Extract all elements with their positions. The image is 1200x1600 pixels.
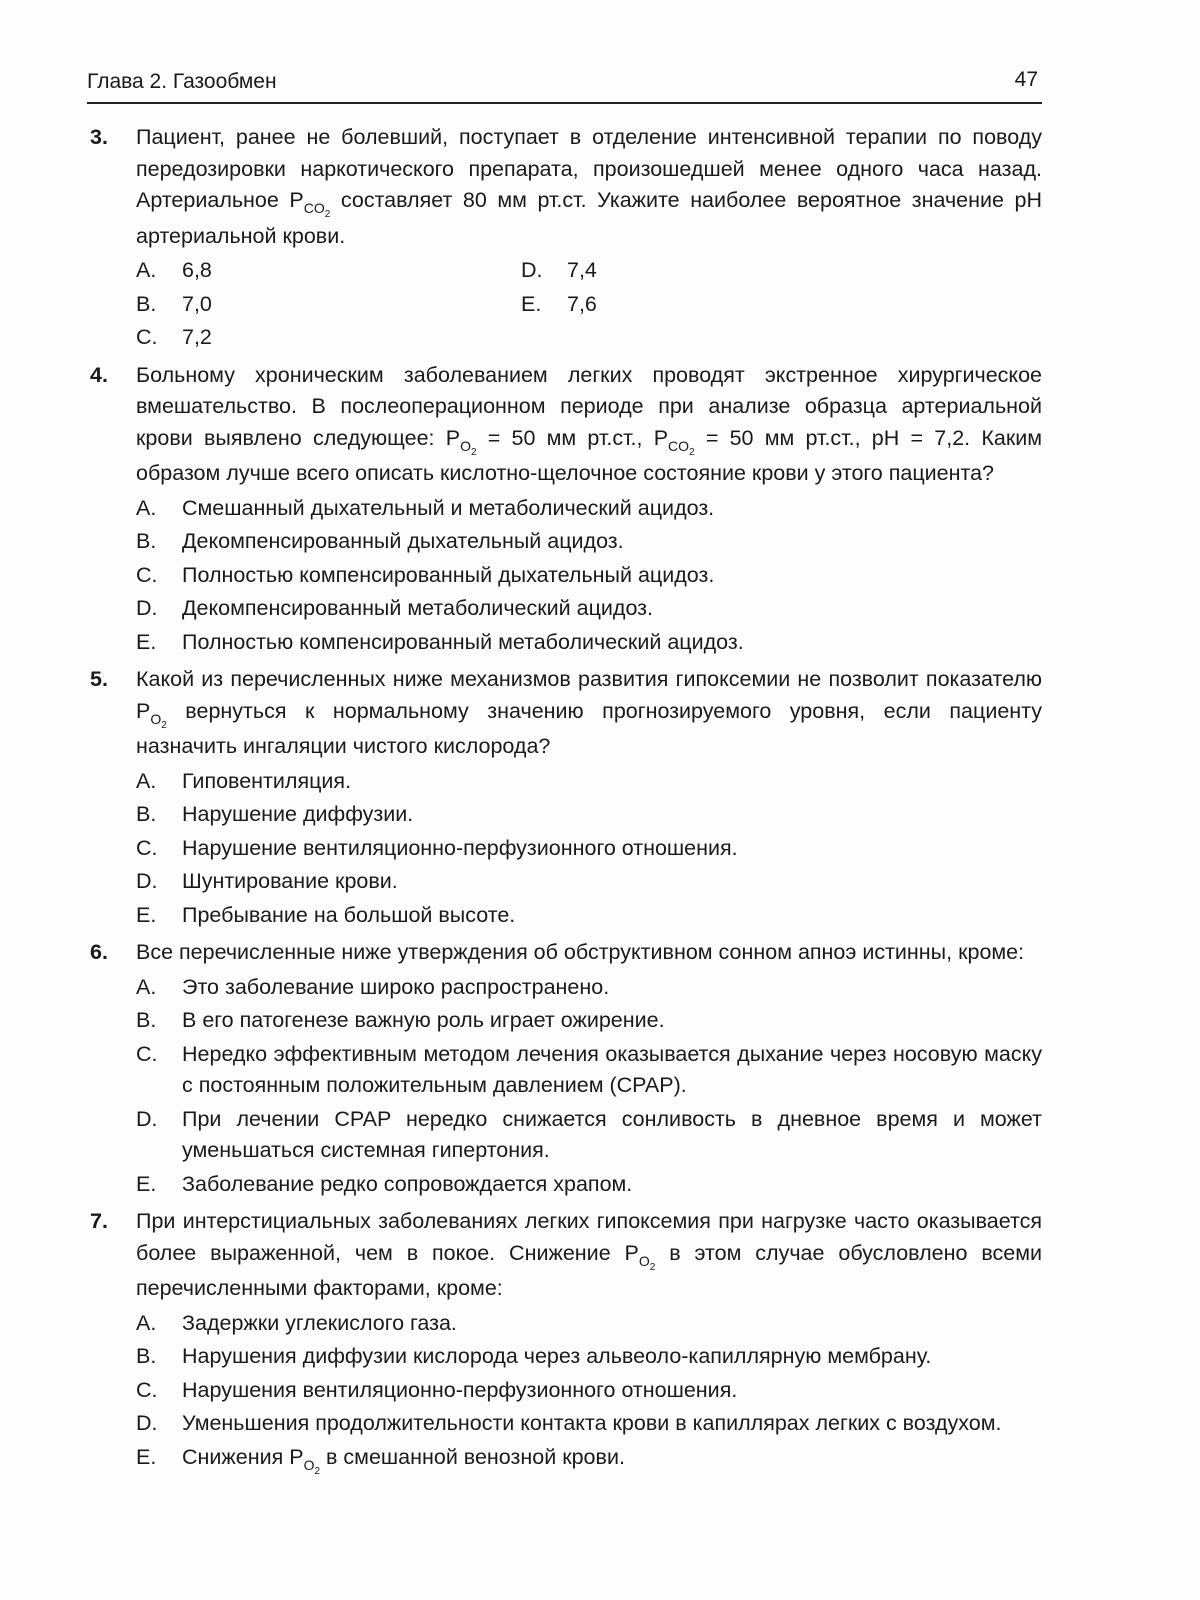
option-b: B. Нарушение диффузии. (136, 802, 414, 826)
option-e: E. Полностью компенсированный метаболический ацидоз. (136, 629, 744, 654)
option-a: A. Задержки углекислого газа. (136, 1310, 457, 1335)
option-e: E. Снижения $P_{O_2}$ в смешанной венозной крови. (136, 1444, 625, 1477)
option-a: A. Смешанный дыхательный и метаболический ацидоз. (136, 495, 715, 520)
question-number: 6. (90, 940, 108, 964)
option-e: E. Пребывание на большой высоте. (136, 902, 516, 927)
question-3 (90, 122, 1042, 354)
question-7 (90, 1206, 1042, 1477)
option-d: D. Уменьшения продолжительности контакта крови в капиллярах легких с воздухом. (136, 1411, 1002, 1435)
page-number: 47 (1014, 68, 1038, 91)
option-d: D. Декомпенсированный метаболический ацидоз. (136, 596, 653, 620)
answer-options (136, 1308, 1042, 1478)
answer-options (136, 493, 1042, 659)
option-c: C. Полностью компенсированный дыхательный ацидоз. (136, 562, 715, 587)
question-stem: При интерстициальных заболеваниях легких гипоксемия при нагрузке часто оказывается более выраженной, чем в покое. Снижение $P_{O_2}$ в этом случае обусловлено всеми перечисленными факторами, кроме: (136, 1209, 1042, 1300)
option-e: E. Заболевание редко сопровождается храпом. (136, 1171, 633, 1196)
option-b: B. Нарушения диффузии кислорода через альвеоло-капиллярную мембрану. (136, 1344, 932, 1368)
questions (90, 122, 1042, 1477)
option-c: C. Нарушение вентиляционно-перфузионного отношения. (136, 835, 738, 860)
question-stem: Пациент, ранее не болевший, поступает в отделение интенсивной терапии по поводу передозировки наркотического препарата, произошедшей менее одного часа назад. Артериальное $P_{CO_2}$ составляет 80 мм рт.ст. Укажите наиболее вероятное значение pH артериальной крови. (136, 125, 1042, 248)
question-stem: Какой из перечисленных ниже механизмов развития гипоксемии не позволит показателю $P_{O_2}$ вернуться к нормальному значению прогнозируемого уровня, если пациенту назначить ингаляции чистого кислорода? (136, 667, 1042, 758)
option-d: D. Шунтирование крови. (136, 869, 398, 893)
question-number: 5. (90, 667, 108, 691)
question-number: 7. (90, 1209, 108, 1233)
answer-options (136, 972, 1042, 1201)
chapter-title: Глава 2. Газообмен (87, 70, 277, 93)
option-a: A. 6,8 (136, 258, 212, 282)
question-stem: Все перечисленные ниже утверждения об обструктивном сонном апноэ истинны, кроме: (136, 940, 1025, 964)
question-number: 4. (90, 362, 108, 387)
running-header (87, 66, 1042, 104)
option-c: C. Нередко эффективным методом лечения оказывается дыхание через носовую маску с постоянным положительным давлением (CPAP). (136, 1041, 1042, 1097)
option-d: D. При лечении CPAP нередко снижается сонливость в дневное время и может уменьшаться системная гипертония. (136, 1106, 1042, 1162)
answer-options (136, 255, 1042, 354)
option-b: B. Декомпенсированный дыхательный ацидоз. (136, 529, 624, 553)
option-e: E. 7,6 (521, 291, 597, 316)
answer-options (136, 766, 1042, 932)
question-4 (90, 360, 1042, 659)
option-b: B. 7,0 (136, 291, 212, 316)
question-6 (90, 937, 1042, 1200)
question-5 (90, 664, 1042, 931)
question-stem: Больному хроническим заболеванием легких проводят экстренное хирургическое вмешательство. В послеоперационном периоде при анализе образца артериальной крови выявлено следующее: $P_{O_2} = 50$ мм рт.ст., $P_{CO_2} = 50$ мм рт.ст., pH = 7,2. Каким образом лучше всего описать кислотно-щелочное состояние крови у этого пациента? (136, 362, 1043, 485)
option-a: A. Это заболевание широко распространено. (136, 974, 610, 999)
option-c: C. 7,2 (136, 325, 212, 349)
option-a: A. Гиповентиляция. (136, 768, 352, 793)
question-number: 3. (90, 125, 108, 149)
option-c: C. Нарушения вентиляционно-перфузионного отношения. (136, 1377, 738, 1402)
option-d: D. 7,4 (521, 258, 597, 282)
option-b: B. В его патогенезе важную роль играет ожирение. (136, 1008, 665, 1032)
